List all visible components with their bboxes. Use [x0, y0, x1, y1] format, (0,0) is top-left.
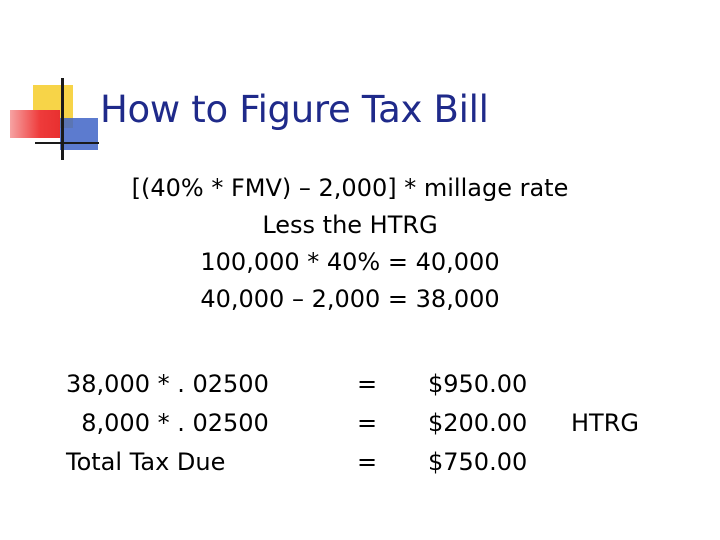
calculation-label: Total Tax Due: [66, 448, 226, 476]
logo-blue-square: [60, 118, 98, 150]
calculation-amount: $750.00: [428, 448, 528, 476]
logo-vertical-line: [61, 78, 64, 160]
formula-line: 100,000 * 40% = 40,000: [200, 248, 500, 276]
calculation-note: HTRG: [571, 409, 639, 437]
formula-line: Less the HTRG: [262, 211, 438, 239]
calculation-label: 38,000 * . 02500: [66, 370, 269, 398]
logo-red-bar: [10, 110, 60, 138]
formula-line: [(40% * FMV) – 2,000] * millage rate: [131, 174, 569, 202]
equals-sign: =: [357, 370, 378, 398]
formula-line: 40,000 – 2,000 = 38,000: [200, 285, 500, 313]
calculation-amount: $950.00: [428, 370, 528, 398]
calculation-amount: $200.00: [428, 409, 528, 437]
slide-logo-decoration: [0, 0, 110, 170]
formula-block: [0, 170, 700, 318]
logo-horizontal-line: [35, 142, 99, 144]
slide-title: How to Figure Tax Bill: [100, 88, 489, 131]
equals-sign: =: [357, 448, 378, 476]
calculation-label: 8,000 * . 02500: [66, 409, 269, 437]
equals-sign: =: [357, 409, 378, 437]
